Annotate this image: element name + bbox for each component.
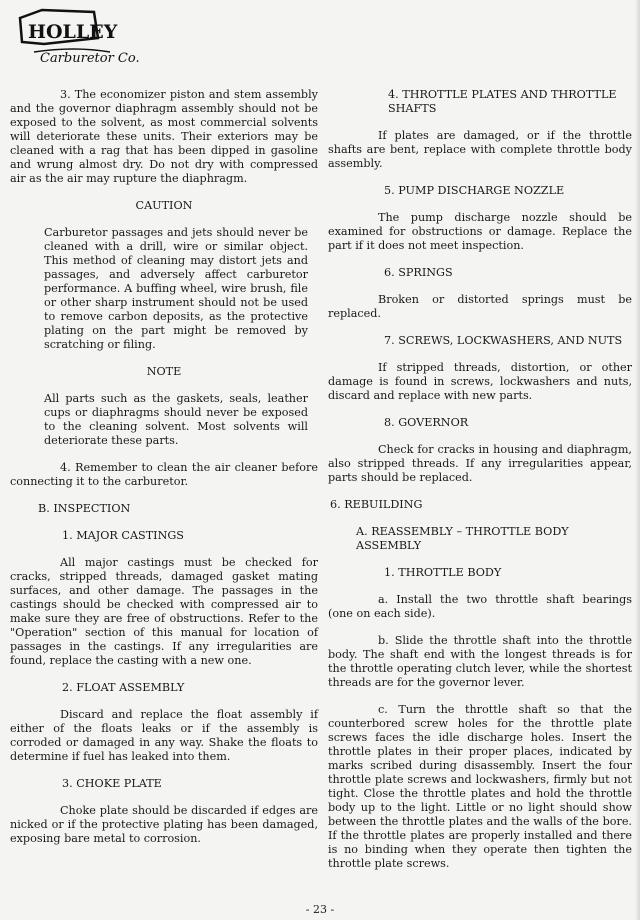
- heading-governor: 8. GOVERNOR: [384, 416, 469, 429]
- heading-major-castings: 1. MAJOR CASTINGS: [62, 529, 184, 542]
- left-column: [10, 88, 318, 859]
- heading-reassembly: A. REASSEMBLY – THROTTLE BODY ASSEMBLY: [356, 525, 569, 552]
- page-edge-shadow: [635, 0, 640, 920]
- heading-throttle-body: 1. THROTTLE BODY: [384, 566, 502, 579]
- paragraph-springs: Broken or distorted springs must be replaced.: [328, 293, 632, 320]
- paragraph-screws: If stripped threads, distortion, or other damage is found in screws, lockwashers and nuts, discard and replace with new parts.: [328, 361, 632, 402]
- paragraph-economizer: 3. The economizer piston and stem assembly and the governor diaphragm assembly should not be exposed to the solvent, as most commercial solvents will deteriorate these units. Their exteriors may be cleaned with a rag that has been dipped in gasoline and wrung almost dry. Do not dry with compressed air as the air may rupture the diaphragm.: [10, 88, 318, 185]
- heading-screws: 7. SCREWS, LOCKWASHERS, AND NUTS: [384, 334, 623, 347]
- paragraph-air-cleaner: 4. Remember to clean the air cleaner before connecting it to the carburetor.: [10, 461, 318, 488]
- heading-rebuilding: 6. REBUILDING: [330, 498, 423, 511]
- logo-tagline-text: Carburetor Co.: [40, 51, 140, 66]
- paragraph-step-c: c. Turn the throttle shaft so that the counterbored screw holes for the throttle plate screws faces the idle discharge holes. Insert the throttle plates in their proper places, indicated by marks scribed during disassembly. Insert the four throttle plate screws and lockwashers, firmly but not tight. Close the throttle plates and hold the throttle body up to the light. Little or no light should show between the throttle plates and the walls of the bore. If the throttle plates are properly installed and there is no binding when they operate then tighten the throttle plate screws.: [328, 703, 632, 870]
- paragraph-step-a: a. Install the two throttle shaft bearings (one on each side).: [328, 593, 632, 620]
- note-body: All parts such as the gaskets, seals, leather cups or diaphragms should never be exposed to the cleaning solvent. Most solvents will deteriorate these parts.: [44, 392, 308, 447]
- logo-brand-text: HOLLEY: [28, 21, 118, 43]
- heading-throttle-plates: 4. THROTTLE PLATES AND THROTTLE SHAFTS: [388, 88, 617, 115]
- page-number: - 23 -: [305, 903, 335, 916]
- heading-float-assembly: 2. FLOAT ASSEMBLY: [62, 681, 185, 694]
- paragraph-pump-discharge: The pump discharge nozzle should be examined for obstructions or damage. Replace the part if it does not meet inspection.: [328, 211, 632, 252]
- heading-springs: 6. SPRINGS: [384, 266, 453, 279]
- note-heading: NOTE: [146, 365, 182, 378]
- heading-inspection: B. INSPECTION: [38, 502, 131, 515]
- right-column: [328, 88, 632, 884]
- paragraph-major-castings: All major castings must be checked for cracks, stripped threads, damaged gasket mating surfaces, and other damage. The passages in the castings should be checked with compressed air to make sure they are free of obstructions. Refer to the "Operation" section of this manual for location of passages in the castings. If any irregularities are found, replace the casting with a new one.: [10, 556, 318, 667]
- caution-body: Carburetor passages and jets should never be cleaned with a drill, wire or similar object. This method of cleaning may distort jets and passages, and adversely affect carburetor performance. A buffing wheel, wire brush, file or other sharp instrument should not be used to remove carbon deposits, as the protective plating on the part might be removed by scratching or filing.: [44, 226, 308, 351]
- heading-pump-discharge: 5. PUMP DISCHARGE NOZZLE: [384, 184, 565, 197]
- paragraph-float-assembly: Discard and replace the float assembly if either of the floats leaks or if the assembly is corroded or damaged in any way. Shake the floats to determine if fuel has leaked into them.: [10, 708, 318, 763]
- paragraph-throttle-plates: If plates are damaged, or if the throttle shafts are bent, replace with complete throttle body assembly.: [328, 129, 632, 170]
- paragraph-choke-plate: Choke plate should be discarded if edges are nicked or if the protective plating has been damaged, exposing bare metal to corrosion.: [10, 804, 318, 845]
- holley-logo: [14, 8, 164, 68]
- paragraph-governor: Check for cracks in housing and diaphragm, also stripped threads. If any irregularities appear, parts should be replaced.: [328, 443, 632, 484]
- paragraph-step-b: b. Slide the throttle shaft into the throttle body. The shaft end with the longest threads is for the throttle operating clutch lever, while the shortest threads are for the governor lever.: [328, 634, 632, 689]
- caution-heading: CAUTION: [135, 199, 193, 212]
- heading-choke-plate: 3. CHOKE PLATE: [62, 777, 162, 790]
